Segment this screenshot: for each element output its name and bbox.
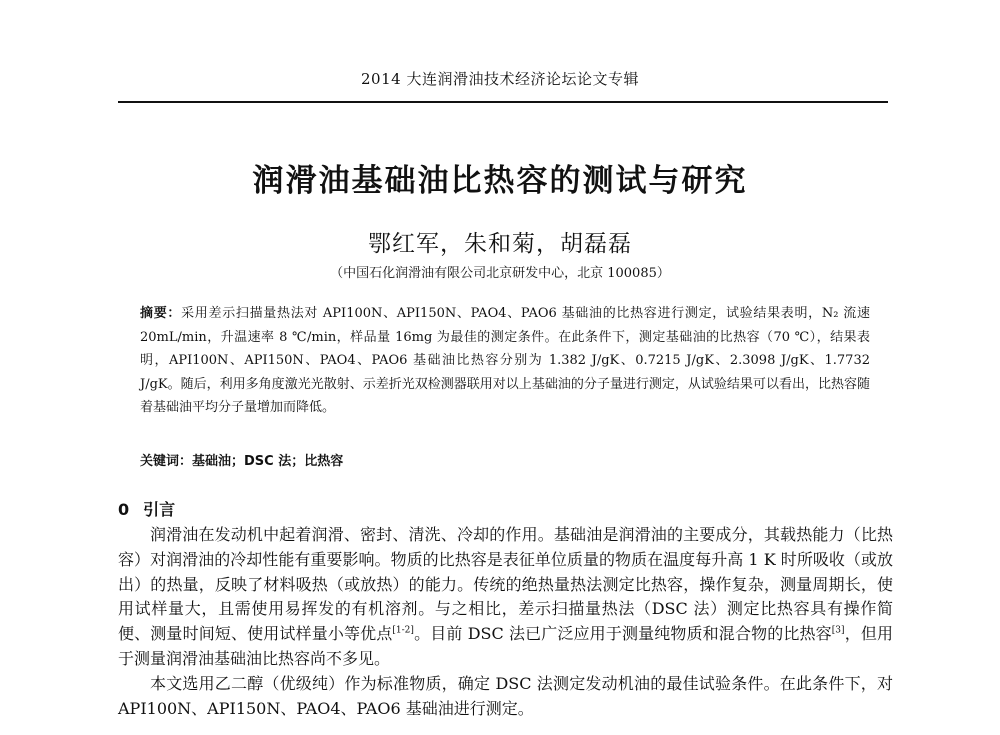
abstract xyxy=(140,302,870,420)
paper-affiliation: （中国石化润滑油有限公司北京研发中心，北京 100085） xyxy=(330,266,670,281)
abstract-text: 采用差示扫描量热法对 API100N、API150N、PAO4、PAO6 基础油的比热容进行测定，试验结果表明，N₂ 流速 20mL/min，升温速率 8 ℃/min，样品量 16mg 为最佳的测定条件。在此条件下，测定基础油的比热容（70 ℃），结果表明，API100N、API150N、PAO4、PAO6 基础油比热容分别为 1.382 J/gK、0.7215 J/gK、2.3098 J/gK、1.7732 J/gK。随后，利用多角度激光光散射、示差折光双检测器联用对以上基础油的分子量进行测定，从试验结果可以看出，比热容随着基础油平均分子量增加而降低。 xyxy=(140,306,870,415)
paragraph-1 xyxy=(118,523,893,672)
paragraph-1-part-a: 润滑油在发动机中起着润滑、密封、清洗、冷却的作用。基础油是润滑油的主要成分，其载热能力（比热容）对润滑油的冷却性能有重要影响。物质的比热容是表征单位质量的物质在温度每升高 1 K 时所吸收（或放出）的热量，反映了材料吸热（或放热）的能力。传统的绝热量热法测定比热容，操作复杂，测量周期长，使用试样量大，且需使用易挥发的有机溶剂。与之相比，差示扫描量热法（DSC 法）测定比热容具有操作简便、测量时间短、使用试样量小等优点 xyxy=(118,525,893,644)
paper-title: 润滑油基础油比热容的测试与研究 xyxy=(252,163,748,199)
section-number: 0 xyxy=(118,500,130,519)
paragraph-1-part-b: 。目前 DSC 法已广泛应用于测量纯物质和混合物的比热容 xyxy=(413,624,832,644)
running-header: 2014 大连润滑油技术经济论坛论文专辑 xyxy=(361,70,639,88)
paragraph-2: 本文选用乙二醇（优级纯）作为标准物质，确定 DSC 法测定发动机油的最佳试验条件。在此条件下，对 API100N、API150N、PAO4、PAO6 基础油进行测定。 xyxy=(118,673,893,718)
section-heading xyxy=(118,497,175,520)
paragraph-1-part-c: ，但用于测量润滑油基础油比热容尚不多见。 xyxy=(118,624,893,668)
paper-authors: 鄂红军，朱和菊，胡磊磊 xyxy=(368,231,632,257)
section-body xyxy=(118,523,893,721)
citation-1: [1-2] xyxy=(392,625,414,636)
header-rule xyxy=(118,101,888,103)
section-title: 引言 xyxy=(143,500,176,519)
citation-2: [3] xyxy=(831,625,845,636)
keywords: 关键词：基础油；DSC 法；比热容 xyxy=(140,454,344,469)
abstract-label: 摘要： xyxy=(140,306,182,321)
